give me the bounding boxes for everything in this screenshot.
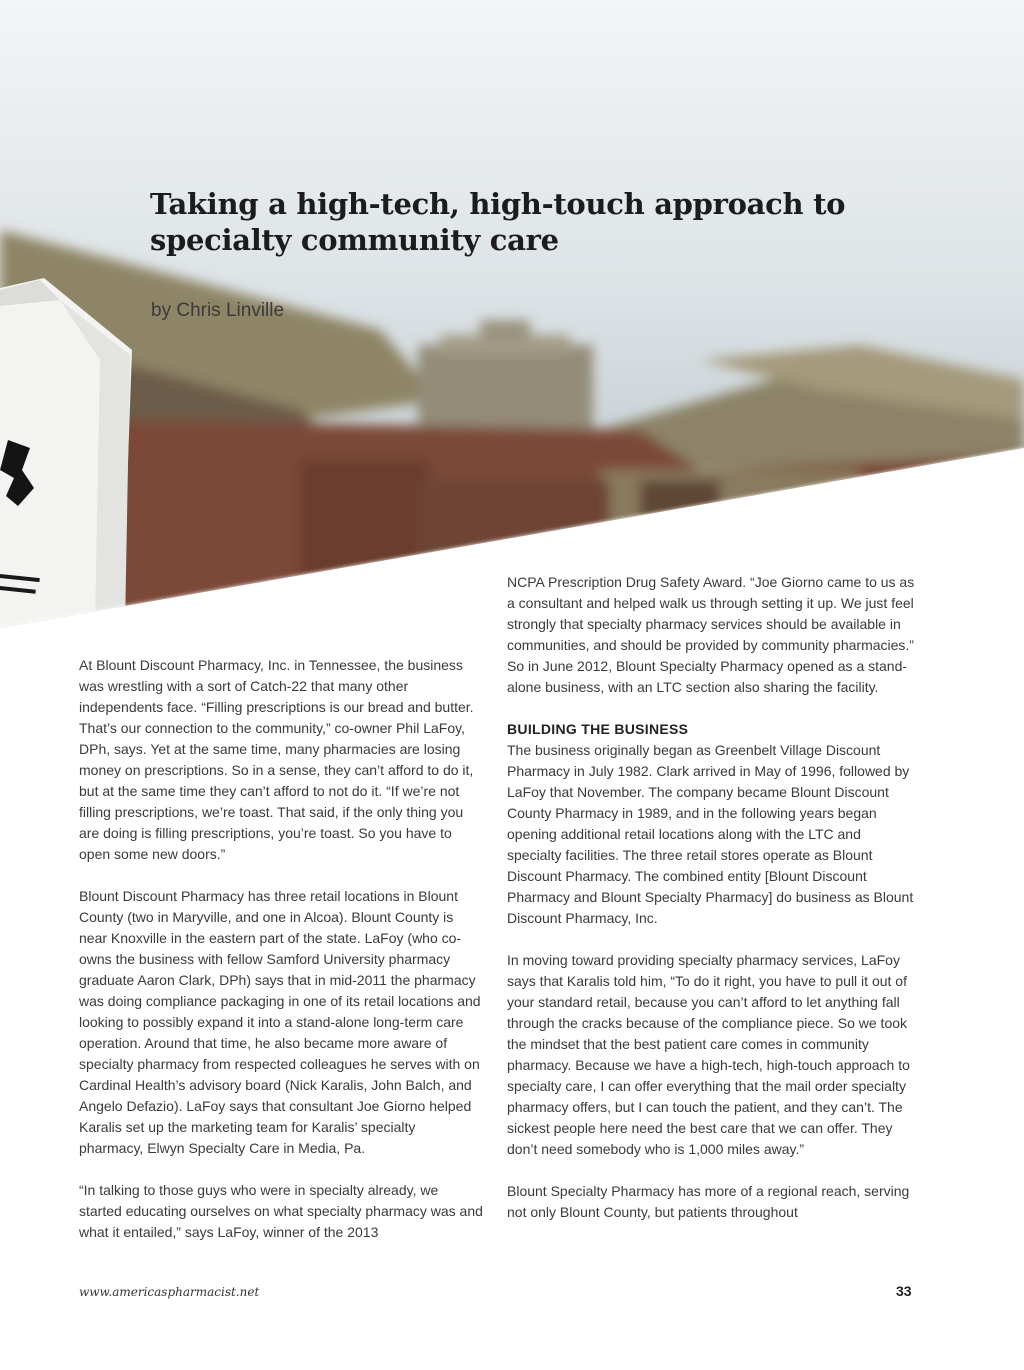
- body-paragraph: Blount Discount Pharmacy has three retail locations in Blount County (two in Maryville, and one in Alcoa). Blount County is near Knoxville in the eastern part of the state. LaFoy (who co-owns the business with fellow Samford University pharmacy graduate Aaron Clark, DPh) says that in mid-2011 the pharmacy was doing compliance packaging in one of its retail locations and looking to possibly expand it into a stand-alone long-term care operation. Around that time, he also became more aware of specialty pharmacy from respected colleagues he serves with on Cardinal Health’s advisory board (Nick Karalis, John Balch, and Angelo Defazio). LaFoy says that consultant Joe Giorno helped Karalis set up the marketing team for Karalis’ specialty pharmacy, Elwyn Specialty Care in Media, Pa.: [79, 888, 481, 1156]
- article-title: Taking a high-tech, high-touch approach to specialty community care: [150, 187, 846, 257]
- footer-url[interactable]: www.americaspharmacist.net: [79, 1285, 260, 1299]
- body-paragraph: In moving toward providing specialty pharmacy services, LaFoy says that Karalis told him, “To do it right, you have to pull it out of your standard retail, because you can’t afford to let anything fall through the cracks because of the compliance piece. So we took the mindset that the best patient care comes in community pharmacy. Because we have a high-tech, high-touch approach to specialty care, I can offer everything that the mail order specialty pharmacy offers, but I can touch the patient, and they can’t. The sickest people here need the best care that we can offer. They don’t need somebody who is 1,000 miles away.”: [507, 952, 910, 1157]
- body-paragraph: The business originally began as Greenbelt Village Discount Pharmacy in July 1982. Clark arrived in May of 1996, followed by LaFoy that November. The company became Blount Discount County Pharmacy in 1989, and in the following years began opening additional retail locations along with the LTC and specialty facilities. The three retail stores operate as Blount Discount Pharmacy. The combined entity [Blount Discount Pharmacy and Blount Specialty Pharmacy] do business as Blount Discount Pharmacy, Inc.: [507, 742, 914, 926]
- body-paragraph: Blount Specialty Pharmacy has more of a regional reach, serving not only Blount County, but patients throughout: [507, 1183, 910, 1220]
- body-paragraph: NCPA Prescription Drug Safety Award. “Joe Giorno came to us as a consultant and helped walk us through setting it up. We just feel strongly that specialty pharmacy services should be available in communities, and should be provided by community pharmacies.” So in June 2012, Blount Specialty Pharmacy opened as a stand-alone business, with an LTC section also sharing the facility.: [507, 574, 915, 695]
- body-paragraph: At Blount Discount Pharmacy, Inc. in Tennessee, the business was wrestling with a sort of Catch-22 that many other independents face. “Filling prescriptions is our bread and butter. That’s our connection to the community,” co-owner Phil LaFoy, DPh, says. Yet at the same time, many pharmacies are losing money on prescriptions. So in a sense, they can’t afford to do it, but at the same time they can’t afford to not do it. “If we’re not filling prescriptions, we’re toast. That said, if the only thing you are doing is filling prescriptions, you’re toast. So you have to open some new doors.”: [79, 657, 474, 862]
- section-heading: BUILDING THE BUSINESS: [507, 721, 689, 737]
- right-column: [507, 572, 917, 1223]
- left-column: [79, 655, 483, 1243]
- page-number: 33: [896, 1283, 912, 1299]
- byline: by Chris Linville: [151, 300, 285, 321]
- body-paragraph: “In talking to those guys who were in specialty already, we started educating ourselves on what specialty pharmacy was and what it entailed,” says LaFoy, winner of the 2013: [79, 1182, 483, 1240]
